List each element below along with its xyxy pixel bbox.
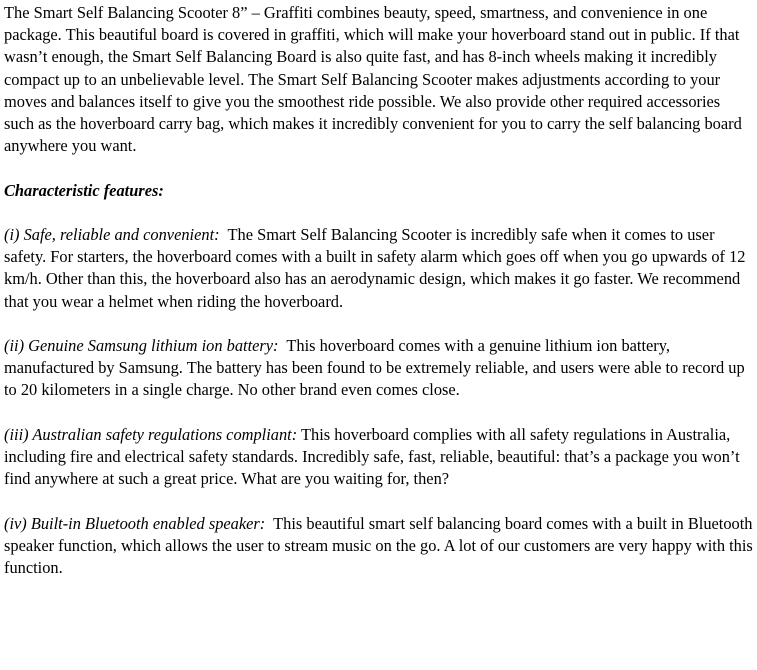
feature-paragraph-2 xyxy=(4,335,753,402)
feature-body-1: The Smart Self Balancing Scooter is incredibly safe when it comes to user safety. For starters, the hoverboard comes with a built in safety alarm which goes off when you go upwards of 12 km/h. Other than this, the hoverboard also has an aerodynamic design, which makes it go faster. We recommend that you wear a helmet when riding the hoverboard. xyxy=(4,225,746,311)
feature-title-3: (iii) Australian safety regulations compliant: xyxy=(4,424,298,444)
feature-body-2: This hoverboard comes with a genuine lithium ion battery, manufactured by Samsung. The battery has been found to be extremely reliable, and users were able to record up to 20 kilometers in a single charge. No other brand even comes close. xyxy=(4,336,745,400)
feature-paragraph-4 xyxy=(4,513,753,580)
feature-body-3: This hoverboard complies with all safety regulations in Australia, including fire and electrical safety standards. Incredibly safe, fast, reliable, beautiful: that’s a package you won’t find anywhere at such a great price. What are you waiting for, then? xyxy=(4,424,740,489)
feature-title-4: (iv) Built-in Bluetooth enabled speaker: xyxy=(4,513,266,533)
feature-paragraph-1 xyxy=(4,224,753,313)
feature-title-1: (i) Safe, reliable and convenient: xyxy=(4,225,220,244)
feature-body-4: This beautiful smart self balancing board comes with a built in Bluetooth speaker function, which allows the user to stream music on the go. A lot of our customers are very happy with this function. xyxy=(4,513,753,577)
feature-paragraph-3 xyxy=(4,424,753,491)
feature-title-2: (ii) Genuine Samsung lithium ion battery: xyxy=(4,336,279,355)
features-heading: Characteristic features: xyxy=(4,180,164,200)
intro-paragraph: The Smart Self Balancing Scooter 8” – Graffiti combines beauty, speed, smartness, and convenience in one package. This beautiful board is covered in graffiti, which will make your hoverboard stand out in public. If that wasn’t enough, the Smart Self Balancing Board is also quite fast, and has 8-inch wheels making it incredibly compact up to an unbelievable level. The Smart Self Balancing Scooter makes adjustments according to your moves and balances itself to give you the smoothest ride possible. We also provide other required accessories such as the hoverboard carry bag, which makes it incredibly convenient for you to carry the self balancing board anywhere you want. xyxy=(4,3,742,156)
